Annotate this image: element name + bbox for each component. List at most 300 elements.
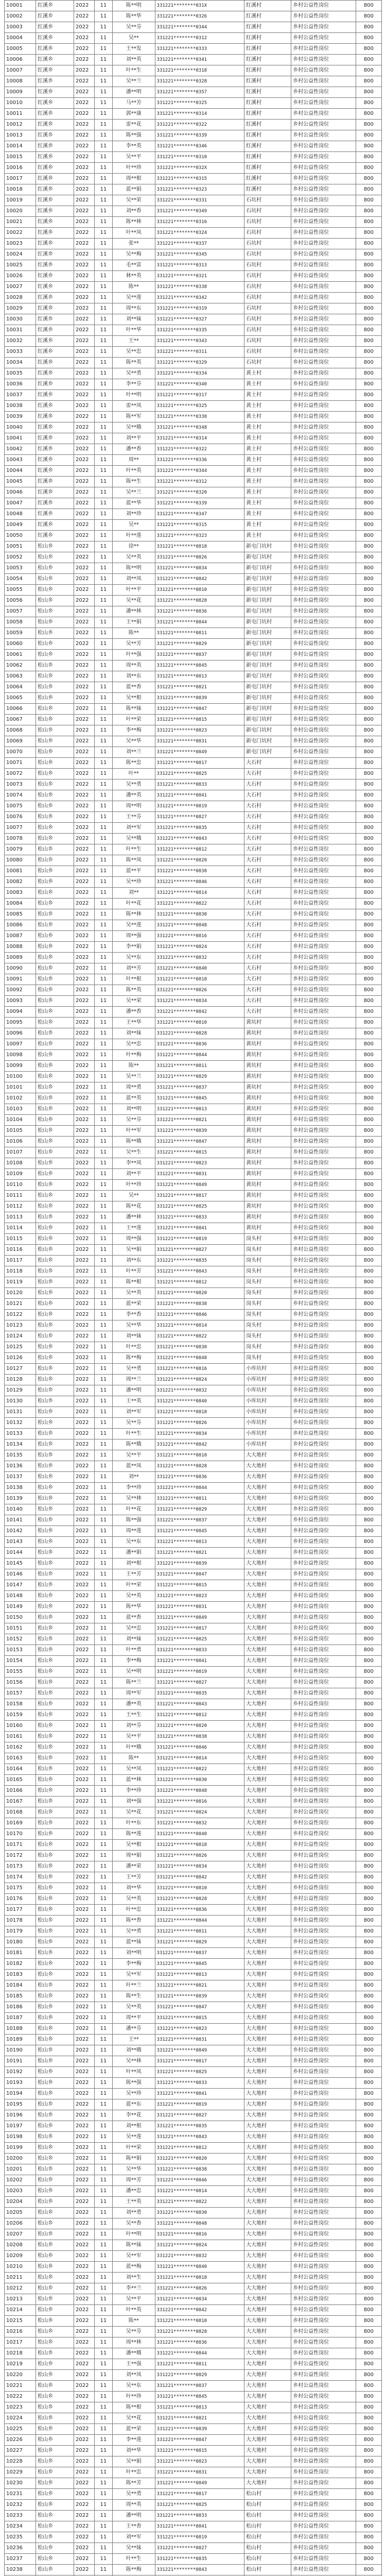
amount-cell: 800 xyxy=(356,909,381,920)
id-number-cell: 331221********0820 xyxy=(155,1721,244,1732)
village-cell: 黄坑村 xyxy=(244,1212,291,1223)
village-cell: 大大地村 xyxy=(244,2218,291,2229)
amount-cell: 800 xyxy=(356,1418,381,1429)
amount-cell: 800 xyxy=(356,390,381,401)
year-cell: 2022 xyxy=(74,109,95,120)
year-cell: 2022 xyxy=(74,1970,95,1980)
id-number-cell: 331221********0316 xyxy=(155,217,244,228)
month-cell: 11 xyxy=(94,877,112,888)
table-row xyxy=(5,1331,382,1342)
month-cell: 11 xyxy=(94,2532,112,2543)
row-number-cell: 10017 xyxy=(5,174,36,184)
township-cell: 松山乡 xyxy=(36,1905,74,1916)
year-cell: 2022 xyxy=(74,2327,95,2337)
amount-cell: 800 xyxy=(356,552,381,563)
position-cell: 乡村公益性岗位 xyxy=(291,1602,356,1613)
village-cell: 大大地村 xyxy=(244,1580,291,1591)
position-cell: 乡村公益性岗位 xyxy=(291,1342,356,1353)
position-cell: 乡村公益性岗位 xyxy=(291,1288,356,1299)
amount-cell: 800 xyxy=(356,2262,381,2273)
id-number-cell: 331221********0815 xyxy=(155,2013,244,2024)
id-number-cell: 331221********0322 xyxy=(155,444,244,455)
id-number-cell: 331221********0816 xyxy=(155,931,244,942)
year-cell: 2022 xyxy=(74,55,95,65)
position-cell: 乡村公益性岗位 xyxy=(291,1721,356,1732)
year-cell: 2022 xyxy=(74,823,95,834)
id-number-cell: 331221********032X xyxy=(155,163,244,174)
row-number-cell: 10172 xyxy=(5,1851,36,1861)
table-row xyxy=(5,1180,382,1191)
year-cell: 2022 xyxy=(74,1786,95,1797)
month-cell: 11 xyxy=(94,747,112,758)
amount-cell: 800 xyxy=(356,1526,381,1537)
name-cell: 吴**勇 xyxy=(113,779,155,790)
id-number-cell: 331221********0816 xyxy=(155,1364,244,1375)
table-row xyxy=(5,2511,382,2521)
table-row xyxy=(5,163,382,174)
id-number-cell: 331221********0815 xyxy=(155,1147,244,1158)
table-row xyxy=(5,65,382,76)
position-cell: 乡村公益性岗位 xyxy=(291,2327,356,2337)
township-cell: 红溪乡 xyxy=(36,303,74,314)
township-cell: 松山乡 xyxy=(36,920,74,931)
name-cell: 陈**英 xyxy=(113,358,155,368)
village-cell: 石坑村 xyxy=(244,347,291,358)
row-number-cell: 10130 xyxy=(5,1396,36,1407)
name-cell: 叶**荣 xyxy=(113,2143,155,2154)
amount-cell: 800 xyxy=(356,1115,381,1126)
year-cell: 2022 xyxy=(74,2240,95,2251)
township-cell: 红溪乡 xyxy=(36,195,74,206)
row-number-cell: 10199 xyxy=(5,2143,36,2154)
township-cell: 红溪乡 xyxy=(36,76,74,87)
year-cell: 2022 xyxy=(74,1623,95,1634)
position-cell: 乡村公益性岗位 xyxy=(291,715,356,725)
township-cell: 松山乡 xyxy=(36,1082,74,1093)
amount-cell: 800 xyxy=(356,541,381,552)
amount-cell: 800 xyxy=(356,1677,381,1688)
month-cell: 11 xyxy=(94,22,112,33)
name-cell: 陈** xyxy=(113,282,155,293)
township-cell: 松山乡 xyxy=(36,2067,74,2078)
name-cell: 吴**芳 xyxy=(113,639,155,650)
table-row xyxy=(5,141,382,152)
village-cell: 大大地村 xyxy=(244,2024,291,2035)
village-cell: 石坑村 xyxy=(244,217,291,228)
name-cell: 周**英 xyxy=(113,660,155,671)
month-cell: 11 xyxy=(94,98,112,109)
village-cell: 小库坑村 xyxy=(244,1396,291,1407)
id-number-cell: 331221********0810 xyxy=(155,1018,244,1028)
month-cell: 11 xyxy=(94,1147,112,1158)
year-cell: 2022 xyxy=(74,1667,95,1677)
amount-cell: 800 xyxy=(356,1807,381,1818)
village-cell: 大大地村 xyxy=(244,1537,291,1548)
village-cell: 大大地村 xyxy=(244,1699,291,1710)
year-cell: 2022 xyxy=(74,671,95,682)
village-cell: 新屯门坑村 xyxy=(244,715,291,725)
year-cell: 2022 xyxy=(74,1634,95,1645)
id-number-cell: 331221********0823 xyxy=(155,2456,244,2467)
amount-cell: 800 xyxy=(356,1353,381,1364)
table-row xyxy=(5,2240,382,2251)
name-cell: 吴**凤 xyxy=(113,1764,155,1775)
year-cell: 2022 xyxy=(74,1223,95,1234)
name-cell: 周**英 xyxy=(113,2500,155,2511)
township-cell: 松山乡 xyxy=(36,725,74,736)
table-row xyxy=(5,2424,382,2435)
row-number-cell: 10167 xyxy=(5,1797,36,1807)
month-cell: 11 xyxy=(94,2565,112,2575)
table-row xyxy=(5,87,382,98)
table-row xyxy=(5,1504,382,1515)
table-row xyxy=(5,444,382,455)
position-cell: 乡村公益性岗位 xyxy=(291,2154,356,2164)
position-cell: 乡村公益性岗位 xyxy=(291,1948,356,1959)
month-cell: 11 xyxy=(94,606,112,617)
row-number-cell: 10137 xyxy=(5,1472,36,1483)
month-cell: 11 xyxy=(94,1775,112,1786)
township-cell: 松山乡 xyxy=(36,2197,74,2208)
village-cell: 大大地村 xyxy=(244,1732,291,1742)
id-number-cell: 331221********0323 xyxy=(155,184,244,195)
position-cell: 乡村公益性岗位 xyxy=(291,1980,356,1991)
table-row xyxy=(5,498,382,509)
amount-cell: 800 xyxy=(356,1256,381,1266)
amount-cell: 800 xyxy=(356,1028,381,1039)
month-cell: 11 xyxy=(94,823,112,834)
amount-cell: 800 xyxy=(356,953,381,963)
table-row xyxy=(5,1786,382,1797)
row-number-cell: 10218 xyxy=(5,2348,36,2359)
village-cell: 大大地村 xyxy=(244,2337,291,2348)
month-cell: 11 xyxy=(94,1,112,11)
row-number-cell: 10082 xyxy=(5,877,36,888)
township-cell: 红溪乡 xyxy=(36,163,74,174)
id-number-cell: 331221********0837 xyxy=(155,1515,244,1526)
township-cell: 松山乡 xyxy=(36,2056,74,2067)
row-number-cell: 10155 xyxy=(5,1667,36,1677)
position-cell: 乡村公益性岗位 xyxy=(291,682,356,693)
month-cell: 11 xyxy=(94,412,112,422)
name-cell: 陈**娟 xyxy=(113,2154,155,2164)
name-cell: 李**兰 xyxy=(113,2283,155,2294)
year-cell: 2022 xyxy=(74,1093,95,1104)
month-cell: 11 xyxy=(94,585,112,596)
village-cell: 大大地村 xyxy=(244,1656,291,1667)
position-cell: 乡村公益性岗位 xyxy=(291,2478,356,2489)
row-number-cell: 10103 xyxy=(5,1104,36,1115)
name-cell: 叶**凤 xyxy=(113,2067,155,2078)
amount-cell: 800 xyxy=(356,2392,381,2402)
name-cell: 陈**根 xyxy=(113,1277,155,1288)
year-cell: 2022 xyxy=(74,2392,95,2402)
year-cell: 2022 xyxy=(74,98,95,109)
month-cell: 11 xyxy=(94,596,112,606)
name-cell: 刘**东 xyxy=(113,671,155,682)
month-cell: 11 xyxy=(94,1872,112,1883)
id-number-cell: 331221********0844 xyxy=(155,1050,244,1061)
name-cell: 陈**妹 xyxy=(113,2240,155,2251)
month-cell: 11 xyxy=(94,1645,112,1656)
position-cell: 乡村公益性岗位 xyxy=(291,282,356,293)
township-cell: 松山乡 xyxy=(36,823,74,834)
amount-cell: 800 xyxy=(356,1018,381,1028)
position-cell: 乡村公益性岗位 xyxy=(291,1061,356,1072)
amount-cell: 800 xyxy=(356,650,381,660)
position-cell: 乡村公益性岗位 xyxy=(291,1829,356,1840)
village-cell: 石坑村 xyxy=(244,206,291,217)
table-row xyxy=(5,347,382,358)
month-cell: 11 xyxy=(94,433,112,444)
township-cell: 红溪乡 xyxy=(36,217,74,228)
year-cell: 2022 xyxy=(74,1742,95,1753)
table-row xyxy=(5,639,382,650)
table-row xyxy=(5,1667,382,1677)
township-cell: 松山乡 xyxy=(36,1147,74,1158)
village-cell: 大石村 xyxy=(244,812,291,823)
amount-cell: 800 xyxy=(356,531,381,541)
month-cell: 11 xyxy=(94,2381,112,2392)
name-cell: 蓝**英 xyxy=(113,1093,155,1104)
township-cell: 红溪乡 xyxy=(36,444,74,455)
id-number-cell: 331221********0835 xyxy=(155,2554,244,2565)
township-cell: 松山乡 xyxy=(36,2110,74,2121)
village-cell: 大石村 xyxy=(244,920,291,931)
month-cell: 11 xyxy=(94,249,112,260)
township-cell: 松山乡 xyxy=(36,2521,74,2532)
year-cell: 2022 xyxy=(74,942,95,953)
amount-cell: 800 xyxy=(356,563,381,574)
village-cell: 松山村 xyxy=(244,2521,291,2532)
township-cell: 松山乡 xyxy=(36,1786,74,1797)
id-number-cell: 331221********0836 xyxy=(155,606,244,617)
row-number-cell: 10052 xyxy=(5,552,36,563)
name-cell: 刘**平 xyxy=(113,433,155,444)
row-number-cell: 10184 xyxy=(5,1980,36,1991)
name-cell: 刘**华 xyxy=(113,2446,155,2456)
row-number-cell: 10032 xyxy=(5,336,36,347)
table-row xyxy=(5,531,382,541)
table-row xyxy=(5,44,382,55)
village-cell: 大大地村 xyxy=(244,1818,291,1829)
id-number-cell: 331221********0826 xyxy=(155,985,244,996)
position-cell: 乡村公益性岗位 xyxy=(291,606,356,617)
month-cell: 11 xyxy=(94,314,112,325)
township-cell: 松山乡 xyxy=(36,1753,74,1764)
position-cell: 乡村公益性岗位 xyxy=(291,509,356,520)
name-cell: 陈**凤 xyxy=(113,855,155,866)
row-number-cell: 10004 xyxy=(5,33,36,44)
village-cell: 松山村 xyxy=(244,2565,291,2575)
id-number-cell: 331221********0841 xyxy=(155,790,244,801)
id-number-cell: 331221********0845 xyxy=(155,1093,244,1104)
village-cell: 大大地村 xyxy=(244,2121,291,2132)
table-row xyxy=(5,1158,382,1169)
month-cell: 11 xyxy=(94,1007,112,1018)
table-row xyxy=(5,2337,382,2348)
amount-cell: 800 xyxy=(356,1634,381,1645)
year-cell: 2022 xyxy=(74,1028,95,1039)
row-number-cell: 10022 xyxy=(5,228,36,239)
village-cell: 红溪村 xyxy=(244,98,291,109)
table-row xyxy=(5,466,382,477)
township-cell: 松山乡 xyxy=(36,1223,74,1234)
amount-cell: 800 xyxy=(356,2543,381,2554)
id-number-cell: 331221********0334 xyxy=(155,368,244,379)
row-number-cell: 10069 xyxy=(5,736,36,747)
township-cell: 红溪乡 xyxy=(36,130,74,141)
name-cell: 吴**华 xyxy=(113,736,155,747)
name-cell: 潘**芬 xyxy=(113,2024,155,2035)
township-cell: 松山乡 xyxy=(36,2208,74,2218)
amount-cell: 800 xyxy=(356,1450,381,1461)
amount-cell: 800 xyxy=(356,704,381,715)
year-cell: 2022 xyxy=(74,1807,95,1818)
table-row xyxy=(5,195,382,206)
table-row xyxy=(5,2186,382,2197)
id-number-cell: 331221********0821 xyxy=(155,2413,244,2424)
id-number-cell: 331221********0349 xyxy=(155,206,244,217)
name-cell: 刘**芳 xyxy=(113,963,155,974)
table-row xyxy=(5,33,382,44)
row-number-cell: 10041 xyxy=(5,433,36,444)
township-cell: 松山乡 xyxy=(36,1007,74,1018)
position-cell: 乡村公益性岗位 xyxy=(291,725,356,736)
position-cell: 乡村公益性岗位 xyxy=(291,2565,356,2575)
month-cell: 11 xyxy=(94,953,112,963)
amount-cell: 800 xyxy=(356,1158,381,1169)
name-cell: 叶**强 xyxy=(113,650,155,660)
row-number-cell: 10086 xyxy=(5,920,36,931)
month-cell: 11 xyxy=(94,2435,112,2446)
table-row xyxy=(5,249,382,260)
month-cell: 11 xyxy=(94,725,112,736)
month-cell: 11 xyxy=(94,2121,112,2132)
name-cell: 潘**明 xyxy=(113,1385,155,1396)
id-number-cell: 331221********0828 xyxy=(155,1028,244,1039)
village-cell: 大大地村 xyxy=(244,1645,291,1656)
amount-cell: 800 xyxy=(356,2002,381,2013)
row-number-cell: 10180 xyxy=(5,1937,36,1948)
amount-cell: 800 xyxy=(356,1212,381,1223)
name-cell: 吴**英 xyxy=(113,1288,155,1299)
village-cell: 大石村 xyxy=(244,953,291,963)
table-row xyxy=(5,1548,382,1558)
year-cell: 2022 xyxy=(74,747,95,758)
position-cell: 乡村公益性岗位 xyxy=(291,596,356,606)
table-row xyxy=(5,477,382,487)
year-cell: 2022 xyxy=(74,1061,95,1072)
position-cell: 乡村公益性岗位 xyxy=(291,2229,356,2240)
village-cell: 小库坑村 xyxy=(244,1407,291,1418)
amount-cell: 800 xyxy=(356,1656,381,1667)
village-cell: 大大地村 xyxy=(244,1472,291,1483)
year-cell: 2022 xyxy=(74,1656,95,1667)
village-cell: 新屯门坑村 xyxy=(244,671,291,682)
village-cell: 新屯门坑村 xyxy=(244,704,291,715)
village-cell: 红溪村 xyxy=(244,44,291,55)
row-number-cell: 10138 xyxy=(5,1483,36,1494)
position-cell: 乡村公益性岗位 xyxy=(291,1634,356,1645)
id-number-cell: 331221********0823 xyxy=(155,2024,244,2035)
name-cell: 吴**花 xyxy=(113,596,155,606)
name-cell: 吴**勇 xyxy=(113,1926,155,1937)
year-cell: 2022 xyxy=(74,401,95,412)
id-number-cell: 331221********0339 xyxy=(155,130,244,141)
position-cell: 乡村公益性岗位 xyxy=(291,660,356,671)
amount-cell: 800 xyxy=(356,1299,381,1310)
id-number-cell: 331221********0825 xyxy=(155,1634,244,1645)
id-number-cell: 331221********0824 xyxy=(155,1807,244,1818)
village-cell: 黄坑村 xyxy=(244,1137,291,1147)
position-cell: 乡村公益性岗位 xyxy=(291,1515,356,1526)
position-cell: 乡村公益性岗位 xyxy=(291,206,356,217)
month-cell: 11 xyxy=(94,1786,112,1797)
name-cell: 吴**花 xyxy=(113,1807,155,1818)
year-cell: 2022 xyxy=(74,1039,95,1050)
row-number-cell: 10117 xyxy=(5,1256,36,1266)
village-cell: 红溪村 xyxy=(244,141,291,152)
township-cell: 松山乡 xyxy=(36,985,74,996)
table-row xyxy=(5,1191,382,1201)
month-cell: 11 xyxy=(94,1223,112,1234)
month-cell: 11 xyxy=(94,1050,112,1061)
month-cell: 11 xyxy=(94,1418,112,1429)
position-cell: 乡村公益性岗位 xyxy=(291,1667,356,1677)
id-number-cell: 331221********0840 xyxy=(155,963,244,974)
name-cell: 吴**芬 xyxy=(113,1115,155,1126)
month-cell: 11 xyxy=(94,790,112,801)
position-cell: 乡村公益性岗位 xyxy=(291,1807,356,1818)
id-number-cell: 331221********0344 xyxy=(155,466,244,477)
row-number-cell: 10060 xyxy=(5,639,36,650)
year-cell: 2022 xyxy=(74,1115,95,1126)
row-number-cell: 10122 xyxy=(5,1310,36,1320)
month-cell: 11 xyxy=(94,195,112,206)
village-cell: 小库坑村 xyxy=(244,1385,291,1396)
village-cell: 黄坑村 xyxy=(244,1147,291,1158)
table-row xyxy=(5,1894,382,1905)
village-cell: 大大地村 xyxy=(244,1613,291,1623)
amount-cell: 800 xyxy=(356,466,381,477)
month-cell: 11 xyxy=(94,2164,112,2175)
id-number-cell: 331221********0820 xyxy=(155,2154,244,2164)
name-cell: 叶**兰 xyxy=(113,1980,155,1991)
village-cell: 大大地村 xyxy=(244,2478,291,2489)
month-cell: 11 xyxy=(94,1483,112,1494)
id-number-cell: 331221********0833 xyxy=(155,1212,244,1223)
id-number-cell: 331221********0328 xyxy=(155,76,244,87)
village-cell: 大大地村 xyxy=(244,2197,291,2208)
township-cell: 松山乡 xyxy=(36,1483,74,1494)
row-number-cell: 10049 xyxy=(5,520,36,531)
township-cell: 松山乡 xyxy=(36,1656,74,1667)
table-row xyxy=(5,1861,382,1872)
row-number-cell: 10016 xyxy=(5,163,36,174)
row-number-cell: 10162 xyxy=(5,1742,36,1753)
position-cell: 乡村公益性岗位 xyxy=(291,293,356,303)
village-cell: 大石村 xyxy=(244,974,291,985)
amount-cell: 800 xyxy=(356,2078,381,2089)
position-cell: 乡村公益性岗位 xyxy=(291,1115,356,1126)
township-cell: 松山乡 xyxy=(36,2446,74,2456)
year-cell: 2022 xyxy=(74,1710,95,1721)
position-cell: 乡村公益性岗位 xyxy=(291,909,356,920)
table-row xyxy=(5,282,382,293)
township-cell: 松山乡 xyxy=(36,779,74,790)
table-row xyxy=(5,1472,382,1483)
